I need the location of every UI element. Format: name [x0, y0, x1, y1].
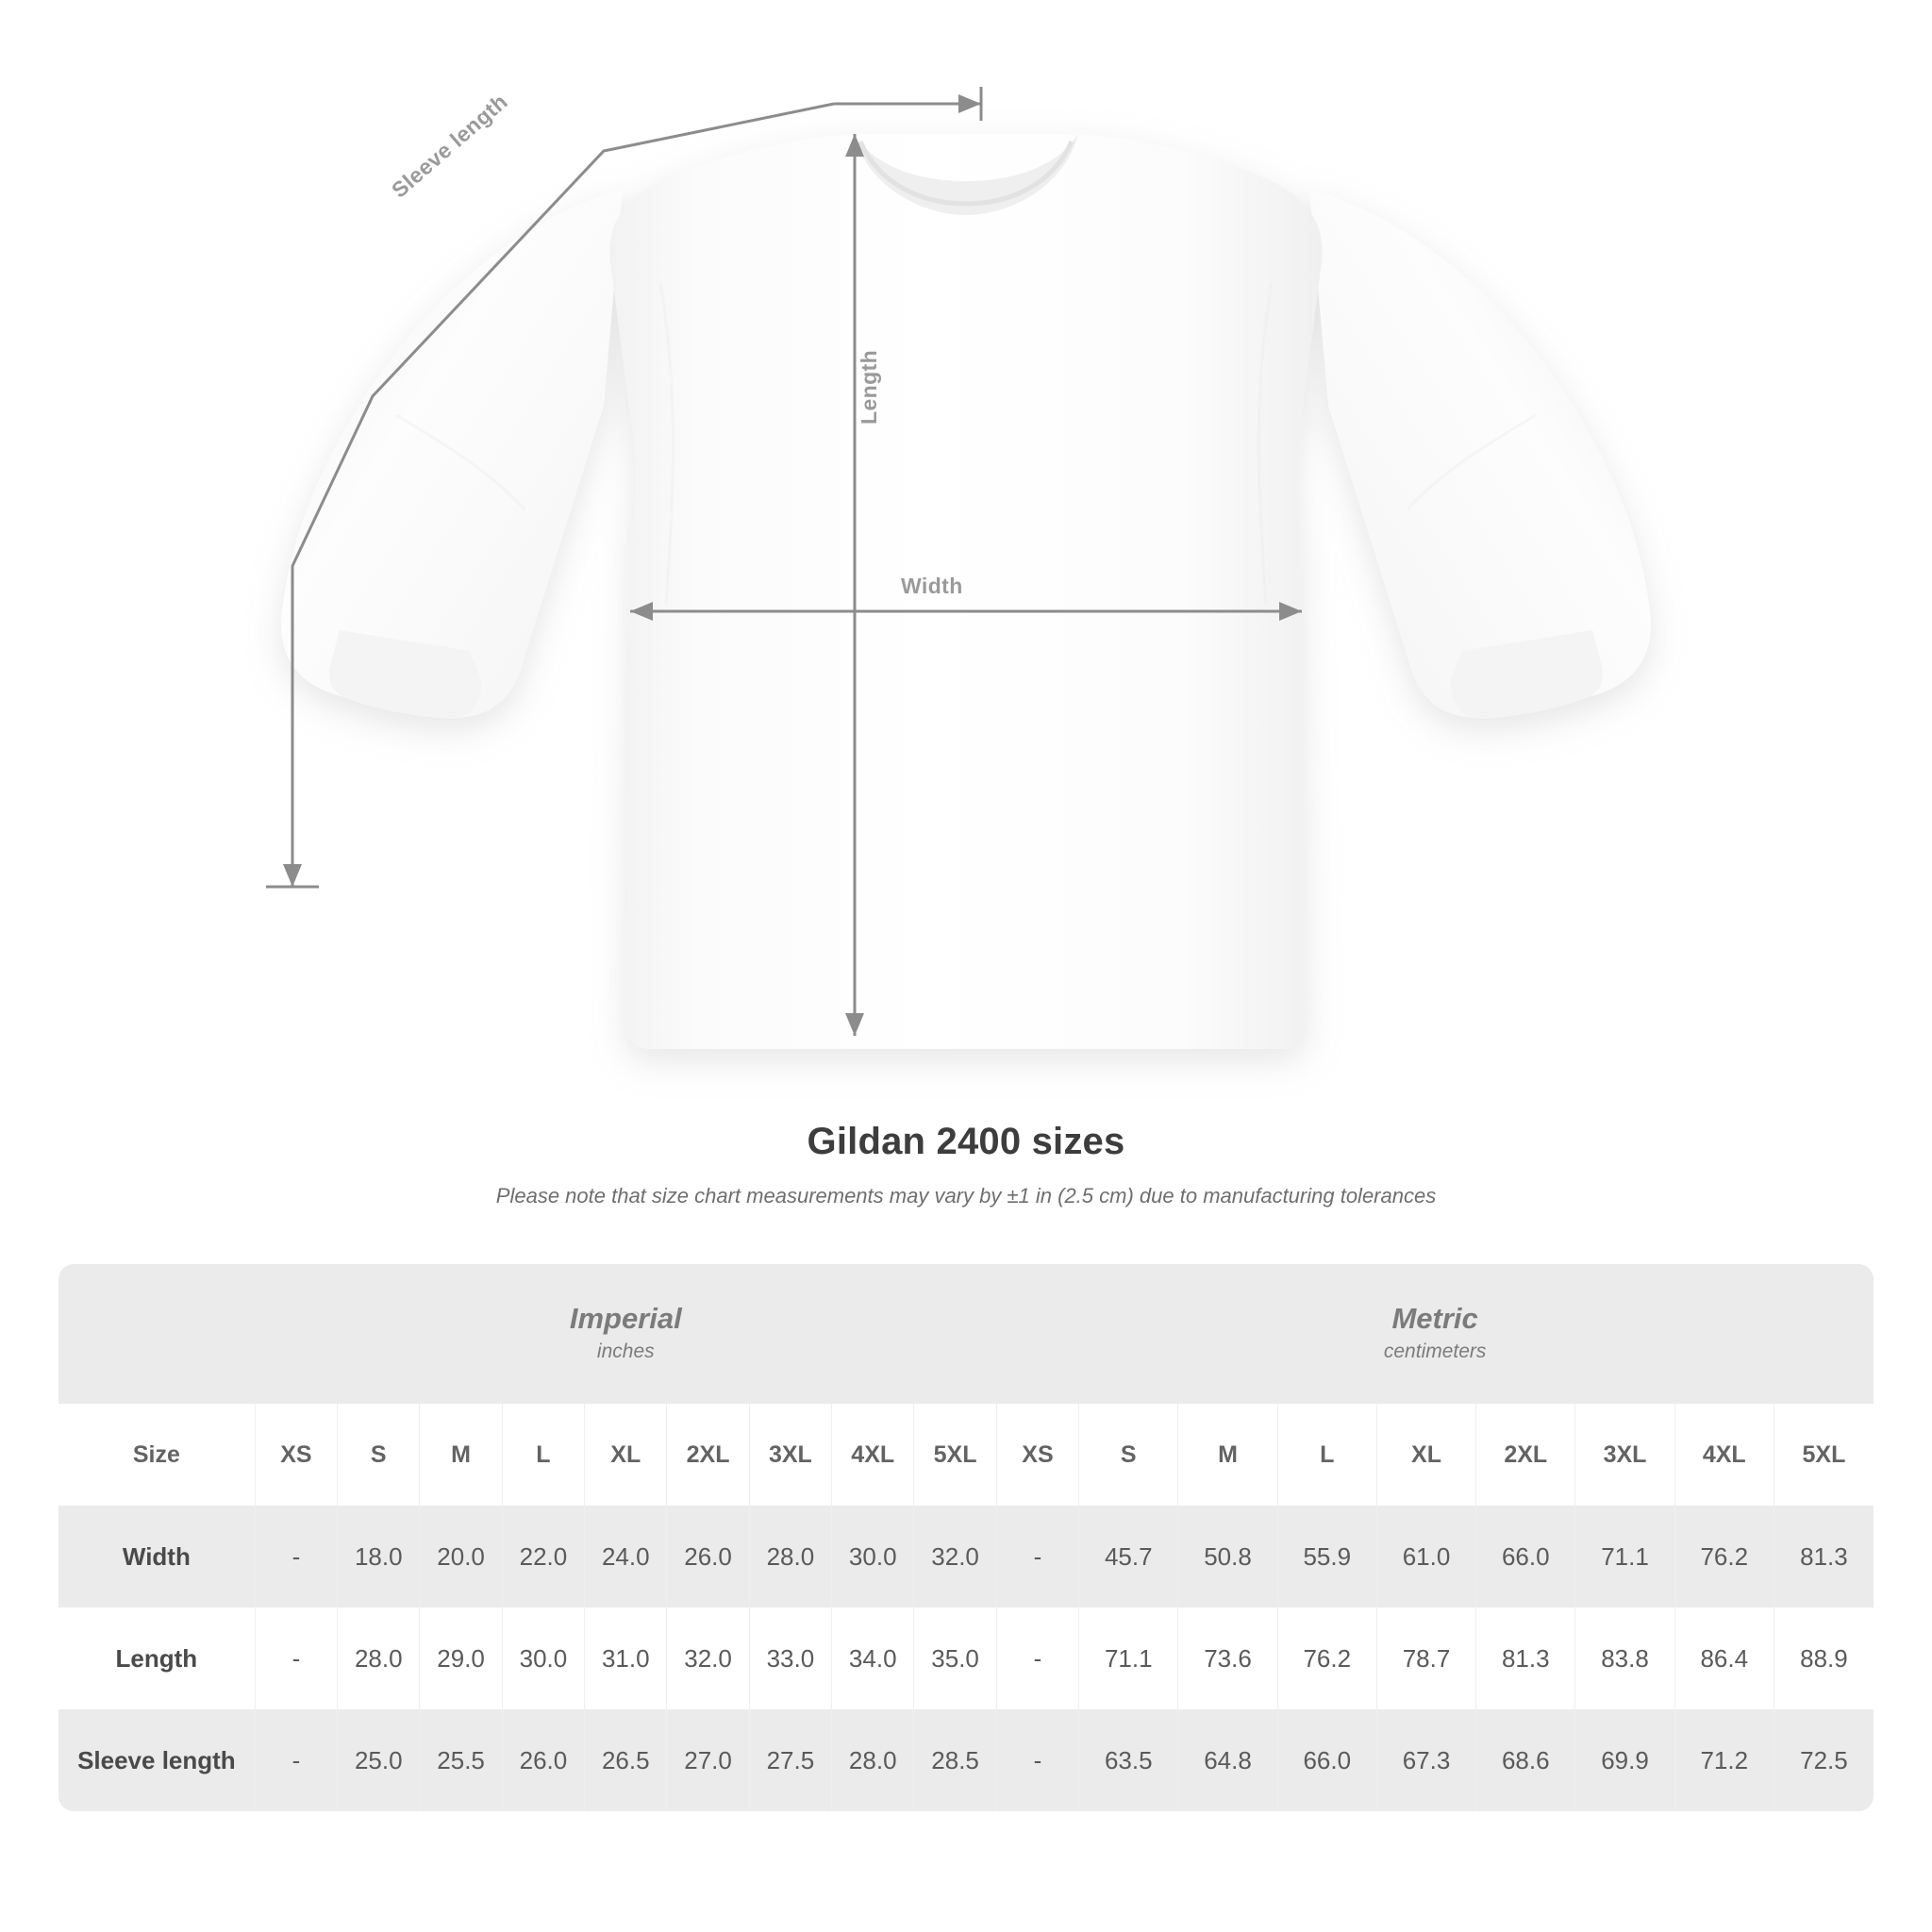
cell-length-metric-2xl: 81.3 — [1476, 1607, 1575, 1709]
cell-sleeve-imperial-xl: 26.5 — [585, 1709, 667, 1811]
cell-width-metric-xl: 61.0 — [1376, 1506, 1475, 1607]
column-header-metric-xl: XL — [1376, 1404, 1475, 1506]
cell-width-metric-5xl: 81.3 — [1774, 1506, 1874, 1607]
size-chart-table-wrapper — [58, 1264, 1874, 1811]
size-chart-table — [58, 1264, 1874, 1811]
cell-length-imperial-xl: 31.0 — [585, 1607, 667, 1709]
cell-sleeve-metric-xs: - — [996, 1709, 1078, 1811]
cell-width-imperial-xl: 24.0 — [585, 1506, 667, 1607]
cell-sleeve-metric-3xl: 69.9 — [1575, 1709, 1674, 1811]
row-label-width: Width — [58, 1506, 255, 1607]
cell-sleeve-metric-5xl: 72.5 — [1774, 1709, 1874, 1811]
cell-width-metric-xs: - — [996, 1506, 1078, 1607]
group-header-metric — [996, 1264, 1874, 1404]
cell-sleeve-metric-4xl: 71.2 — [1674, 1709, 1774, 1811]
group-header-imperial — [255, 1264, 996, 1404]
column-header-imperial-5xl: 5XL — [914, 1404, 996, 1506]
chart-title-block — [0, 1121, 1932, 1208]
cell-width-imperial-5xl: 32.0 — [914, 1506, 996, 1607]
table-column-header-row — [58, 1404, 1874, 1506]
cell-sleeve-imperial-m: 25.5 — [420, 1709, 502, 1811]
cell-sleeve-metric-l: 66.0 — [1277, 1709, 1376, 1811]
cell-length-metric-5xl: 88.9 — [1774, 1607, 1874, 1709]
sleeve-length-measurement-label: Sleeve length — [387, 89, 512, 203]
cell-sleeve-imperial-l: 26.0 — [502, 1709, 584, 1811]
cell-width-imperial-2xl: 26.0 — [667, 1506, 749, 1607]
cell-width-imperial-3xl: 28.0 — [749, 1506, 831, 1607]
cell-width-imperial-l: 22.0 — [502, 1506, 584, 1607]
cell-width-metric-l: 55.9 — [1277, 1506, 1376, 1607]
width-measurement-label: Width — [901, 574, 963, 598]
column-header-imperial-2xl: 2XL — [667, 1404, 749, 1506]
column-header-size: Size — [58, 1404, 255, 1506]
cell-length-metric-xl: 78.7 — [1376, 1607, 1475, 1709]
cell-length-metric-s: 71.1 — [1079, 1607, 1178, 1709]
column-header-imperial-s: S — [338, 1404, 420, 1506]
cell-width-imperial-s: 18.0 — [338, 1506, 420, 1607]
cell-length-imperial-5xl: 35.0 — [914, 1607, 996, 1709]
page-subtitle: Please note that size chart measurements may vary by ±1 in (2.5 cm) due to manufacturing tolerances — [495, 1184, 1437, 1208]
cell-width-metric-3xl: 71.1 — [1575, 1506, 1674, 1607]
cell-width-metric-4xl: 76.2 — [1674, 1506, 1774, 1607]
cell-width-imperial-m: 20.0 — [420, 1506, 502, 1607]
column-header-metric-2xl: 2XL — [1476, 1404, 1575, 1506]
cell-sleeve-imperial-3xl: 27.5 — [749, 1709, 831, 1811]
row-label-length: Length — [58, 1607, 255, 1709]
cell-sleeve-imperial-4xl: 28.0 — [832, 1709, 914, 1811]
group-metric-name: Metric — [1391, 1302, 1478, 1336]
cell-width-metric-2xl: 66.0 — [1476, 1506, 1575, 1607]
length-measurement-label: Length — [857, 349, 881, 425]
cell-sleeve-imperial-2xl: 27.0 — [667, 1709, 749, 1811]
cell-length-imperial-2xl: 32.0 — [667, 1607, 749, 1709]
cell-length-imperial-4xl: 34.0 — [832, 1607, 914, 1709]
cell-length-imperial-3xl: 33.0 — [749, 1607, 831, 1709]
shirt-body-shape — [281, 134, 1651, 1049]
column-header-imperial-xs: XS — [255, 1404, 337, 1506]
cell-width-imperial-4xl: 30.0 — [832, 1506, 914, 1607]
cell-sleeve-imperial-5xl: 28.5 — [914, 1709, 996, 1811]
column-header-metric-l: L — [1277, 1404, 1376, 1506]
column-header-imperial-3xl: 3XL — [749, 1404, 831, 1506]
table-row — [58, 1709, 1874, 1811]
column-header-imperial-m: M — [420, 1404, 502, 1506]
column-header-imperial-xl: XL — [585, 1404, 667, 1506]
group-imperial-name: Imperial — [569, 1302, 682, 1336]
cell-length-metric-l: 76.2 — [1277, 1607, 1376, 1709]
cell-length-imperial-s: 28.0 — [338, 1607, 420, 1709]
cell-sleeve-metric-2xl: 68.6 — [1476, 1709, 1575, 1811]
cell-length-metric-xs: - — [996, 1607, 1078, 1709]
cell-length-imperial-xs: - — [255, 1607, 337, 1709]
table-group-header-row — [58, 1264, 1874, 1404]
column-header-metric-3xl: 3XL — [1575, 1404, 1674, 1506]
cell-length-metric-3xl: 83.8 — [1575, 1607, 1674, 1709]
column-header-imperial-4xl: 4XL — [832, 1404, 914, 1506]
column-header-metric-m: M — [1178, 1404, 1277, 1506]
group-metric-unit: centimeters — [1383, 1341, 1487, 1363]
cell-length-metric-4xl: 86.4 — [1674, 1607, 1774, 1709]
cell-sleeve-metric-xl: 67.3 — [1376, 1709, 1475, 1811]
row-label-sleeve-length: Sleeve length — [58, 1709, 255, 1811]
cell-sleeve-imperial-s: 25.0 — [338, 1709, 420, 1811]
cell-width-metric-s: 45.7 — [1079, 1506, 1178, 1607]
column-header-metric-s: S — [1079, 1404, 1178, 1506]
table-row — [58, 1506, 1874, 1607]
cell-length-metric-m: 73.6 — [1178, 1607, 1277, 1709]
column-header-metric-xs: XS — [996, 1404, 1078, 1506]
table-row — [58, 1607, 1874, 1709]
cell-width-imperial-xs: - — [255, 1506, 337, 1607]
column-header-metric-4xl: 4XL — [1674, 1404, 1774, 1506]
cell-sleeve-metric-m: 64.8 — [1178, 1709, 1277, 1811]
cell-sleeve-metric-s: 63.5 — [1079, 1709, 1178, 1811]
cell-sleeve-imperial-xs: - — [255, 1709, 337, 1811]
cell-width-metric-m: 50.8 — [1178, 1506, 1277, 1607]
group-header-spacer — [58, 1264, 255, 1404]
page-title: Gildan 2400 sizes — [807, 1121, 1125, 1162]
group-imperial-unit: inches — [596, 1341, 655, 1363]
column-header-metric-5xl: 5XL — [1774, 1404, 1874, 1506]
cell-length-imperial-l: 30.0 — [502, 1607, 584, 1709]
column-header-imperial-l: L — [502, 1404, 584, 1506]
cell-length-imperial-m: 29.0 — [420, 1607, 502, 1709]
